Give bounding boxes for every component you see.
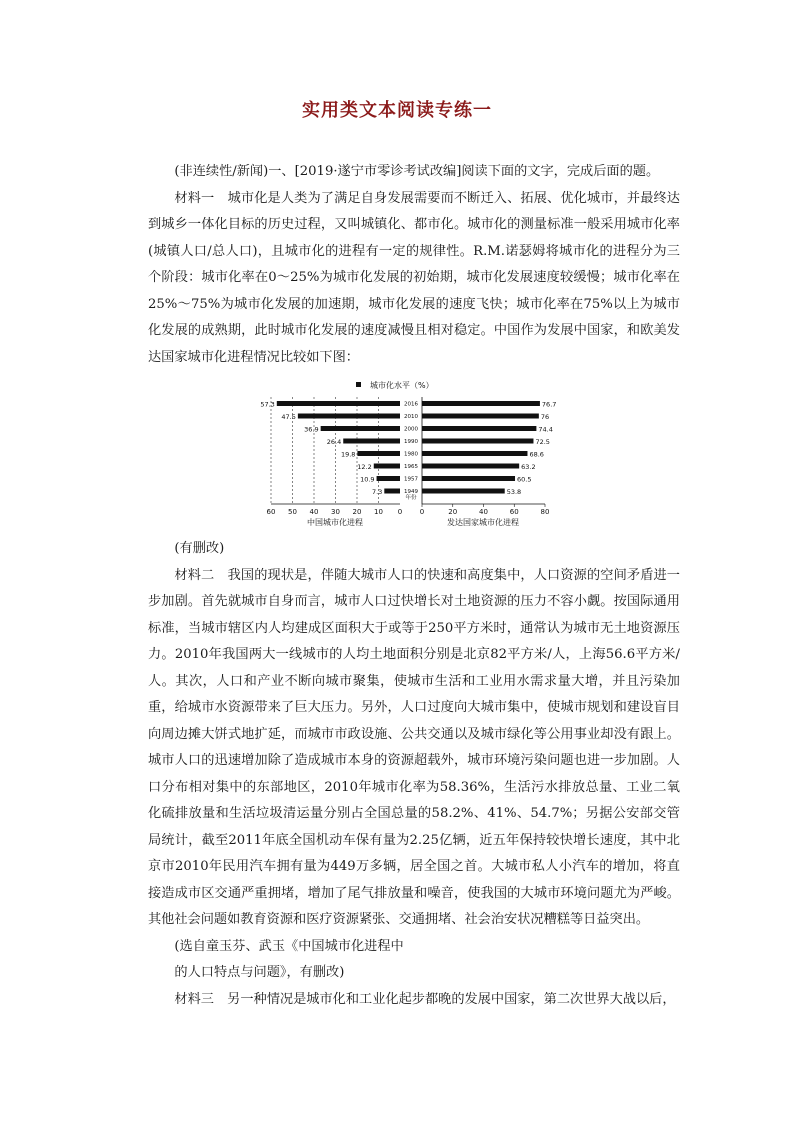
china-bar-label: 26.4 [326, 438, 342, 446]
year-label: 1980 [404, 451, 418, 458]
developed-bar-label: 76.7 [541, 400, 557, 409]
left-axis-title: 中国城市化进程 [307, 518, 363, 527]
year-label: 1965 [404, 464, 418, 470]
developed-bar [422, 439, 533, 444]
left-tick-label: 10 [374, 508, 383, 516]
developed-bar [422, 451, 527, 456]
china-bar [384, 489, 400, 494]
year-label: 2010 [404, 414, 418, 420]
left-tick-label: 20 [352, 508, 362, 516]
developed-bar-label: 60.5 [517, 475, 532, 484]
left-tick-label: 30 [331, 508, 340, 516]
developed-bar [422, 489, 505, 494]
developed-bar-label: 68.6 [529, 450, 544, 459]
china-bar [357, 451, 400, 456]
developed-bar [422, 401, 540, 406]
developed-bar-label: 74.4 [538, 425, 553, 434]
china-bar-label: 47.5 [281, 413, 296, 421]
china-bar-label: 57.3 [260, 400, 275, 409]
china-bar [298, 414, 400, 419]
chart-svg [255, 376, 567, 528]
right-tick-label: 60 [509, 508, 519, 516]
right-tick-label: 0 [419, 508, 425, 516]
chart-title: 城市化水平（%） [370, 381, 434, 390]
material-two-text: 材料二 我国的现状是，伴随大城市人口的快速和高度集中，人口资源的空间矛盾进一步加剧。首先就城市自身而言，城市人口过快增长对土地资源的压力不容小觑。按国际通用标准，当城市辖区内人均建成区面积大于或等于250平方米时，通常认为城市无土地资源压力。2010年我国两大一线城市的人均土地面积分别是北京82平方米/人，上海56.6平方米/人。其次，人口和产业不断向城市聚集，使城市生活和工业用水需求量大增，并且污染加重，给城市水资源带来了巨大压力。另外，人口过度向大城市集中，使城市规划和建设盲目向周边摊大饼式地扩延，而城市市政设施、公共交通以及城市绿化等公用事业却没有跟上。城市人口的迅速增加除了造成城市本身的资源超载外，城市环境污染问题也进一步加剧。人口分布相对集中的东部地区，2010年城市化率为58.36%，生活污水排放总量、工业二氧化硫排放量和生活垃圾清运量分别占全国总量的58.2%、41%、54.7%；另据公安部交管局统计，截至2011年底全国机动车保有量为2.25亿辆，近五年保持较快增长速度，其中北京市2010年民用汽车拥有量为449万多辆，居全国之首。大城市私人小汽车的增加，将直接造成市区交通严重拥堵，增加了尾气排放量和噪音，使我国的大城市环境问题尤为严峻。其他社会问题如教育资源和医疗资源紧张、交通拥堵、社会治安状况糟糕等日益突出。 [148, 567, 680, 927]
china-bar [377, 476, 400, 481]
developed-bar [422, 476, 515, 481]
china-bar-label: 12.2 [357, 463, 372, 471]
legend-square [356, 382, 361, 387]
china-bar-label: 19.8 [340, 450, 356, 459]
developed-bar-label: 76 [540, 413, 550, 421]
developed-bar-label: 63.2 [521, 463, 536, 471]
left-tick-label: 50 [288, 508, 297, 516]
year-label: 1957 [404, 476, 418, 483]
page-title: 实用类文本阅读专练一 [302, 100, 492, 121]
intro-text: (非连续性/新闻)一、[2019·遂宁市零诊考试改编]阅读下面的文字，完成后面的题。 [174, 164, 660, 179]
right-tick-label: 80 [540, 508, 550, 516]
left-tick-label: 40 [309, 508, 319, 516]
right-tick-label: 40 [479, 508, 488, 516]
right-tick-label: 20 [448, 508, 458, 516]
year-label: 2016 [404, 401, 418, 408]
left-tick-label: 60 [266, 508, 276, 516]
material-one-text: 材料一 城市化是人类为了满足自身发展需要而不断迁入、拓展、优化城市，并最终达到城乡一体化目标的历史过程，又叫城镇化、都市化。城市化的测量标准一般采用城市化率(城镇人口/总人口)，且城市化的进程有一定的规律性。R.M.诺瑟姆将城市化的进程分为三个阶段：城市化率在0～25%为城市化发展的初始期，城市化发展速度较缓慢；城市化率在25%～75%为城市化发展的加速期，城市化发展的速度飞快；城市化率在75%以上为城市化发展的成熟期，此时城市化发展的速度减慢且相对稳定。中国作为发展中国家，和欧美发达国家城市化进程情况比较如下图： [148, 190, 680, 365]
china-bar-label: 7.3 [371, 488, 383, 496]
urbanization-chart [255, 376, 567, 528]
left-tick-label: 0 [397, 508, 403, 516]
china-bar [374, 464, 400, 469]
developed-bar [422, 426, 536, 431]
material-three-text: 材料三 另一种情况是城市化和工业化起步都晚的发展中国家，第二次世界大战以后， [174, 991, 676, 1007]
developed-bar [422, 464, 519, 469]
note-one: (有删改) [174, 541, 225, 556]
intro-paragraph [148, 159, 680, 371]
developed-bar [422, 414, 539, 419]
source-two-line1: (选自童玉芬、武玉《中国城市化进程中 [174, 938, 404, 954]
year-label: 2000 [404, 426, 418, 433]
source-two-line2: 的人口特点与问题》，有删改) [174, 965, 345, 980]
developed-bar-label: 53.8 [506, 488, 522, 496]
year-label: 1990 [404, 439, 418, 445]
china-bar [343, 439, 400, 444]
china-bar [277, 401, 400, 406]
china-bar-label: 36.9 [304, 425, 319, 434]
china-bar-label: 10.9 [360, 475, 375, 484]
year-axis-label: 年份 [405, 495, 417, 501]
china-bar [321, 426, 400, 431]
developed-bar-label: 72.5 [535, 438, 550, 446]
year-label: 1949 [404, 489, 418, 495]
right-axis-title: 发达国家城市化进程 [447, 518, 519, 527]
material-two-block [148, 536, 680, 1013]
